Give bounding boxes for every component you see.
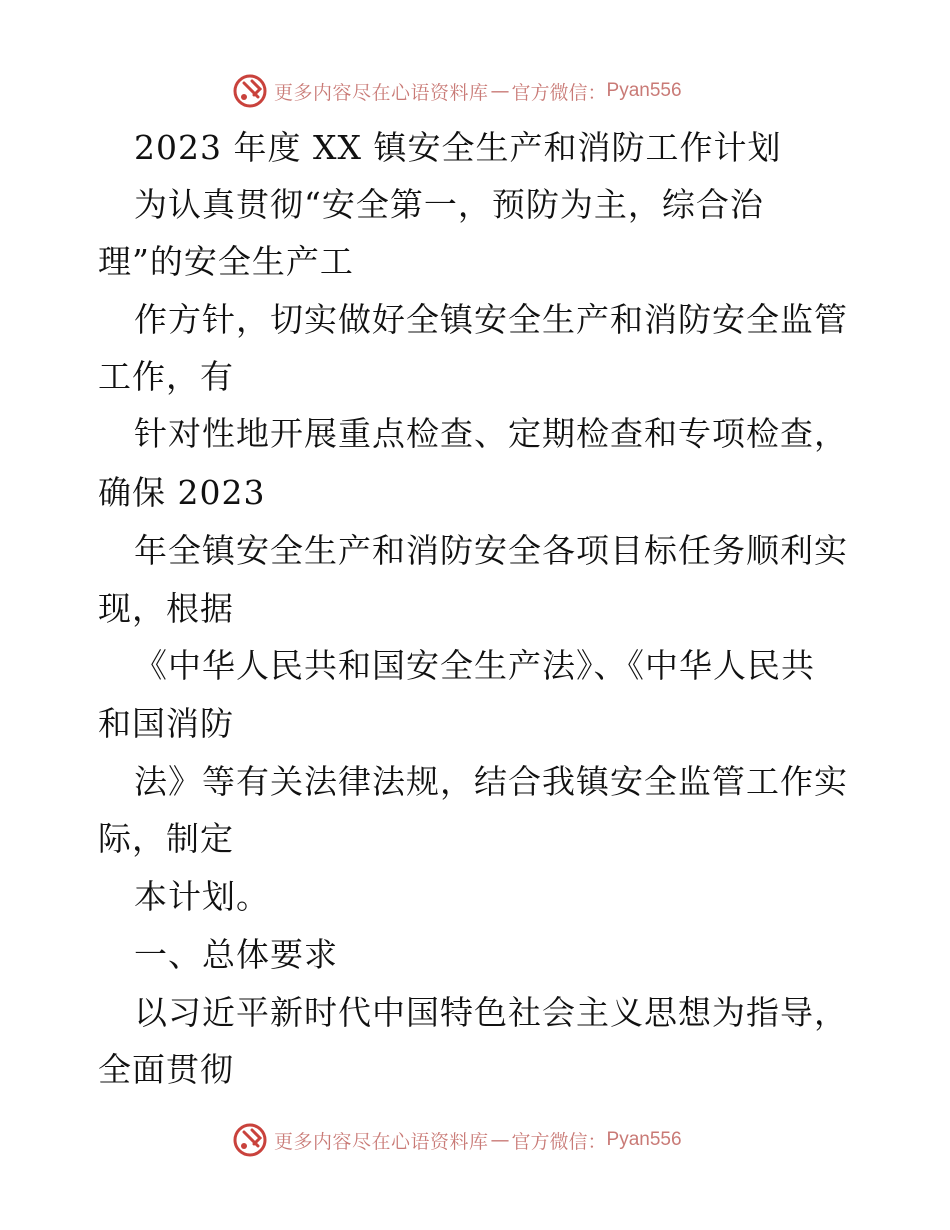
doc-line: 《中华人民共和国安全生产法》、《中华人民共 (134, 646, 815, 685)
banner-dash: — (490, 80, 510, 102)
doc-line: 以习近平新时代中国特色社会主义思想为指导， (134, 993, 848, 1032)
wechat-label: 官方微信： (511, 1130, 607, 1153)
doc-line: 全面贯彻 (98, 1050, 234, 1089)
doc-title: 2023 年度 XX 镇安全生产和消防工作计划 (134, 128, 782, 167)
doc-line: 针对性地开展重点检查、定期检查和专项检查， (134, 414, 848, 453)
doc-line: 际，制定 (98, 819, 234, 858)
doc-line: 确保 2023 (98, 473, 266, 512)
banner-dash: — (490, 1129, 510, 1151)
doc-line: 工作，有 (98, 357, 234, 396)
header-watermark (232, 71, 682, 111)
doc-line: 理”的安全生产工 (98, 242, 354, 281)
banner-text: 更多内容尽在心语资料库 (274, 1130, 489, 1153)
section-heading: 一、总体要求 (134, 935, 338, 974)
banner-text: 更多内容尽在心语资料库 (274, 81, 489, 104)
wechat-label: 官方微信： (511, 81, 607, 104)
doc-line: 本计划。 (134, 877, 270, 916)
footer-watermark (232, 1120, 682, 1160)
wechat-id: Pyan556 (606, 80, 682, 101)
doc-line: 为认真贯彻“安全第一，预防为主，综合治 (134, 185, 764, 224)
doc-line: 和国消防 (98, 704, 234, 743)
doc-line: 现，根据 (98, 589, 234, 628)
brand-logo-icon (232, 73, 268, 109)
doc-line: 作方针，切实做好全镇安全生产和消防安全监管 (134, 300, 848, 339)
brand-logo-icon (232, 1122, 268, 1158)
doc-line: 法》等有关法律法规，结合我镇安全监管工作实 (134, 762, 848, 801)
doc-line: 年全镇安全生产和消防安全各项目标任务顺利实 (134, 531, 848, 570)
wechat-id: Pyan556 (606, 1129, 682, 1150)
